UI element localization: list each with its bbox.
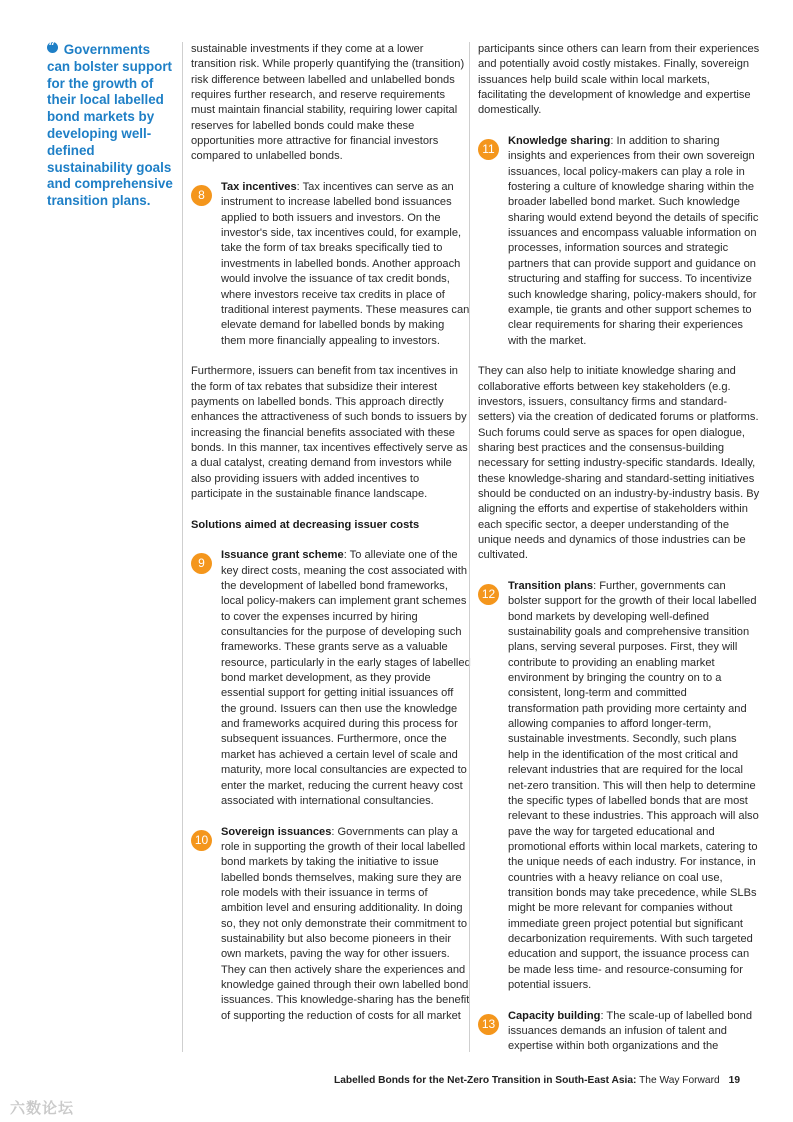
item-number-badge: 9 [191, 553, 212, 574]
numbered-item-12 [478, 579, 760, 993]
page-footer [0, 1075, 740, 1086]
item-title: Issuance grant scheme [221, 549, 344, 562]
pull-quote [47, 42, 175, 210]
item-number-badge: 8 [191, 185, 212, 206]
numbered-item-8 [191, 180, 471, 349]
paragraph: They can also help to initiate knowledge sharing and collaborative efforts between key stakeholders (e.g. investors, issuers, consultancy firms and standard-setters) via the creation of dedicated forums or platforms. Such forums could serve as spaces for open dialogue, sharing best practices and the consensus-building necessary for setting industry-specific standards. Ideally, these knowledge-sharing and standard-setting initiatives should be conducted on an industry-by-industry basis. By aligning the efforts and expertise of stakeholders within each specific sector, a deeper understanding of the unique needs and dynamics of those industries can be cultivated. [478, 365, 760, 562]
item-title: Knowledge sharing [508, 135, 611, 148]
numbered-item-11 [478, 134, 760, 349]
item-number-badge: 10 [191, 830, 212, 851]
item-text: : To alleviate one of the key direct costs, meaning the cost associated with the development of labelled bond frameworks, local policy-makers can implement grant schemes to cover the expenses incurred by hiring consultancies for the purpose of developing such frameworks. These grants serve as a valuable resource, particularly in the early stages of labelled bond market development, as they provide essential support for getting initial issuances off the ground. Issuers can then use the knowledge and frameworks acquired during this process for subsequent issuances. Furthermore, once the market has achieved a certain level of scale and maturity, more local consultancies are expected to enter the market, reducing the current heavy cost associated with international consultancies. [221, 549, 471, 807]
item-text: : Further, governments can bolster support for the growth of their local labelled bond markets by developing well-defined sustainability goals and comprehensive transition plans, serving several purposes. First, they will contribute to providing an enabling market environment by bringing the country on to a consistent, long-term and committed transformation path providing more certainty and allowing companies to afford longer-term, sustainable investments. Secondly, such plans help in the identification of the most critical and relevant industries that are required for the local net-zero transition. This will then help to determine the specific types of labelled bonds that are most relevant to these industries. This approach will also pave the way for targeted educational and promotional efforts within local markets, catering to the unique needs of each industry. For instance, in countries with a heavy reliance on coal use, transition bonds may take precedence, while SLBs might be more relevant for companies without immediate green project potential but significant decarbonization requirements. With such targeted education and support, the issuance process can be made less time- and resource-consuming for potential issuers. [508, 580, 759, 991]
column-left [182, 42, 471, 1052]
item-title: Capacity building [508, 1009, 601, 1022]
paragraph: sustainable investments if they come at a lower transition risk. While properly quantifying the (transition) risk difference between labelled and unlabelled bonds requires further research, and reserve requirements must maintain financial stability, requiring lower capital reserves for labelled bonds could make these opportunities more attractive for financial investors compared to unlabelled bonds. [191, 43, 465, 163]
footer-title-rest: The Way Forward [636, 1075, 720, 1086]
column-right [469, 42, 760, 1052]
item-text: : Governments can play a role in supporting the growth of their local labelled bond markets by taking the initiative to issue labelled bonds themselves, making sure they are role models with their issuance in terms of ambition level and ensuring additionality. In doing so, they not only demonstrate their commitment to sustainability but also become pioneers in their own markets, paving the way for other issuers. They can then actively share the experiences and knowledge gained through their own labelled bond issuances. This knowledge-sharing has the benefit of supporting the reduction of costs for all market [221, 825, 470, 1022]
item-title: Tax incentives [221, 181, 297, 194]
quote-icon [47, 42, 58, 53]
item-title: Transition plans [508, 580, 594, 593]
watermark: 六数论坛 [10, 1100, 75, 1117]
pull-quote-text: Governments can bolster support for the growth of their local labelled bond markets by developing well-defined sustainability goals and comprehensive transition plans. [47, 42, 173, 209]
page-number: 19 [728, 1075, 740, 1086]
item-text: : Tax incentives can serve as an instrument to increase labelled bond issuances applied to both issuers and investors. On the investor's side, tax incentives could, for example, take the form of tax breaks specifically tied to investments in labelled bonds. Another approach would involve the issuance of tax credit bonds, where investors receive tax credits in place of traditional interest payments. These measures can elevate demand for labelled bonds by making them more financially appealing to investors. [221, 181, 470, 347]
numbered-item-9 [191, 548, 471, 809]
footer-title-bold: Labelled Bonds for the Net-Zero Transition in South-East Asia: [333, 1075, 637, 1086]
numbered-item-10 [191, 825, 471, 1024]
item-text: : The scale-up of labelled bond issuances demands an infusion of talent and expertise within both organizations and the [508, 1009, 752, 1053]
item-number-badge: 11 [478, 139, 499, 160]
item-title: Sovereign issuances [221, 825, 332, 838]
section-subheading: Solutions aimed at decreasing issuer costs [191, 518, 420, 531]
item-text: : In addition to sharing insights and experiences from their own sovereign issuances, local policy-makers can play a role in fostering a culture of knowledge sharing within the broader labelled bond market. Such knowledge sharing would extend beyond the details of specific issuances and encompass valuable information on processes, information sources and strategic partners that can provide support and guidance on structuring and staffing for success. To incentivize such knowledge sharing, policy-makers should, for example, tie grants and other support schemes to clear requirements for sharing their experiences with the market. [508, 135, 759, 347]
numbered-item-13 [478, 1009, 760, 1055]
paragraph: Furthermore, issuers can benefit from tax incentives in the form of tax rebates that subsidize their interest payments on labelled bonds. This approach directly enhances the attractiveness of such bonds to issuers by increasing the financial benefits associated with these bonds. In this manner, tax incentives effectively serve as a dual catalyst, creating demand from investors while also providing issuers with added incentives to participate in the sustainable finance landscape. [191, 365, 468, 500]
paragraph: participants since others can learn from their experiences and potentially avoid costly mistakes. Finally, sovereign issuances help build scale within local markets, facilitating the development of knowledge and expertise domestically. [478, 43, 760, 117]
item-number-badge: 13 [478, 1014, 499, 1035]
item-number-badge: 12 [478, 584, 499, 605]
